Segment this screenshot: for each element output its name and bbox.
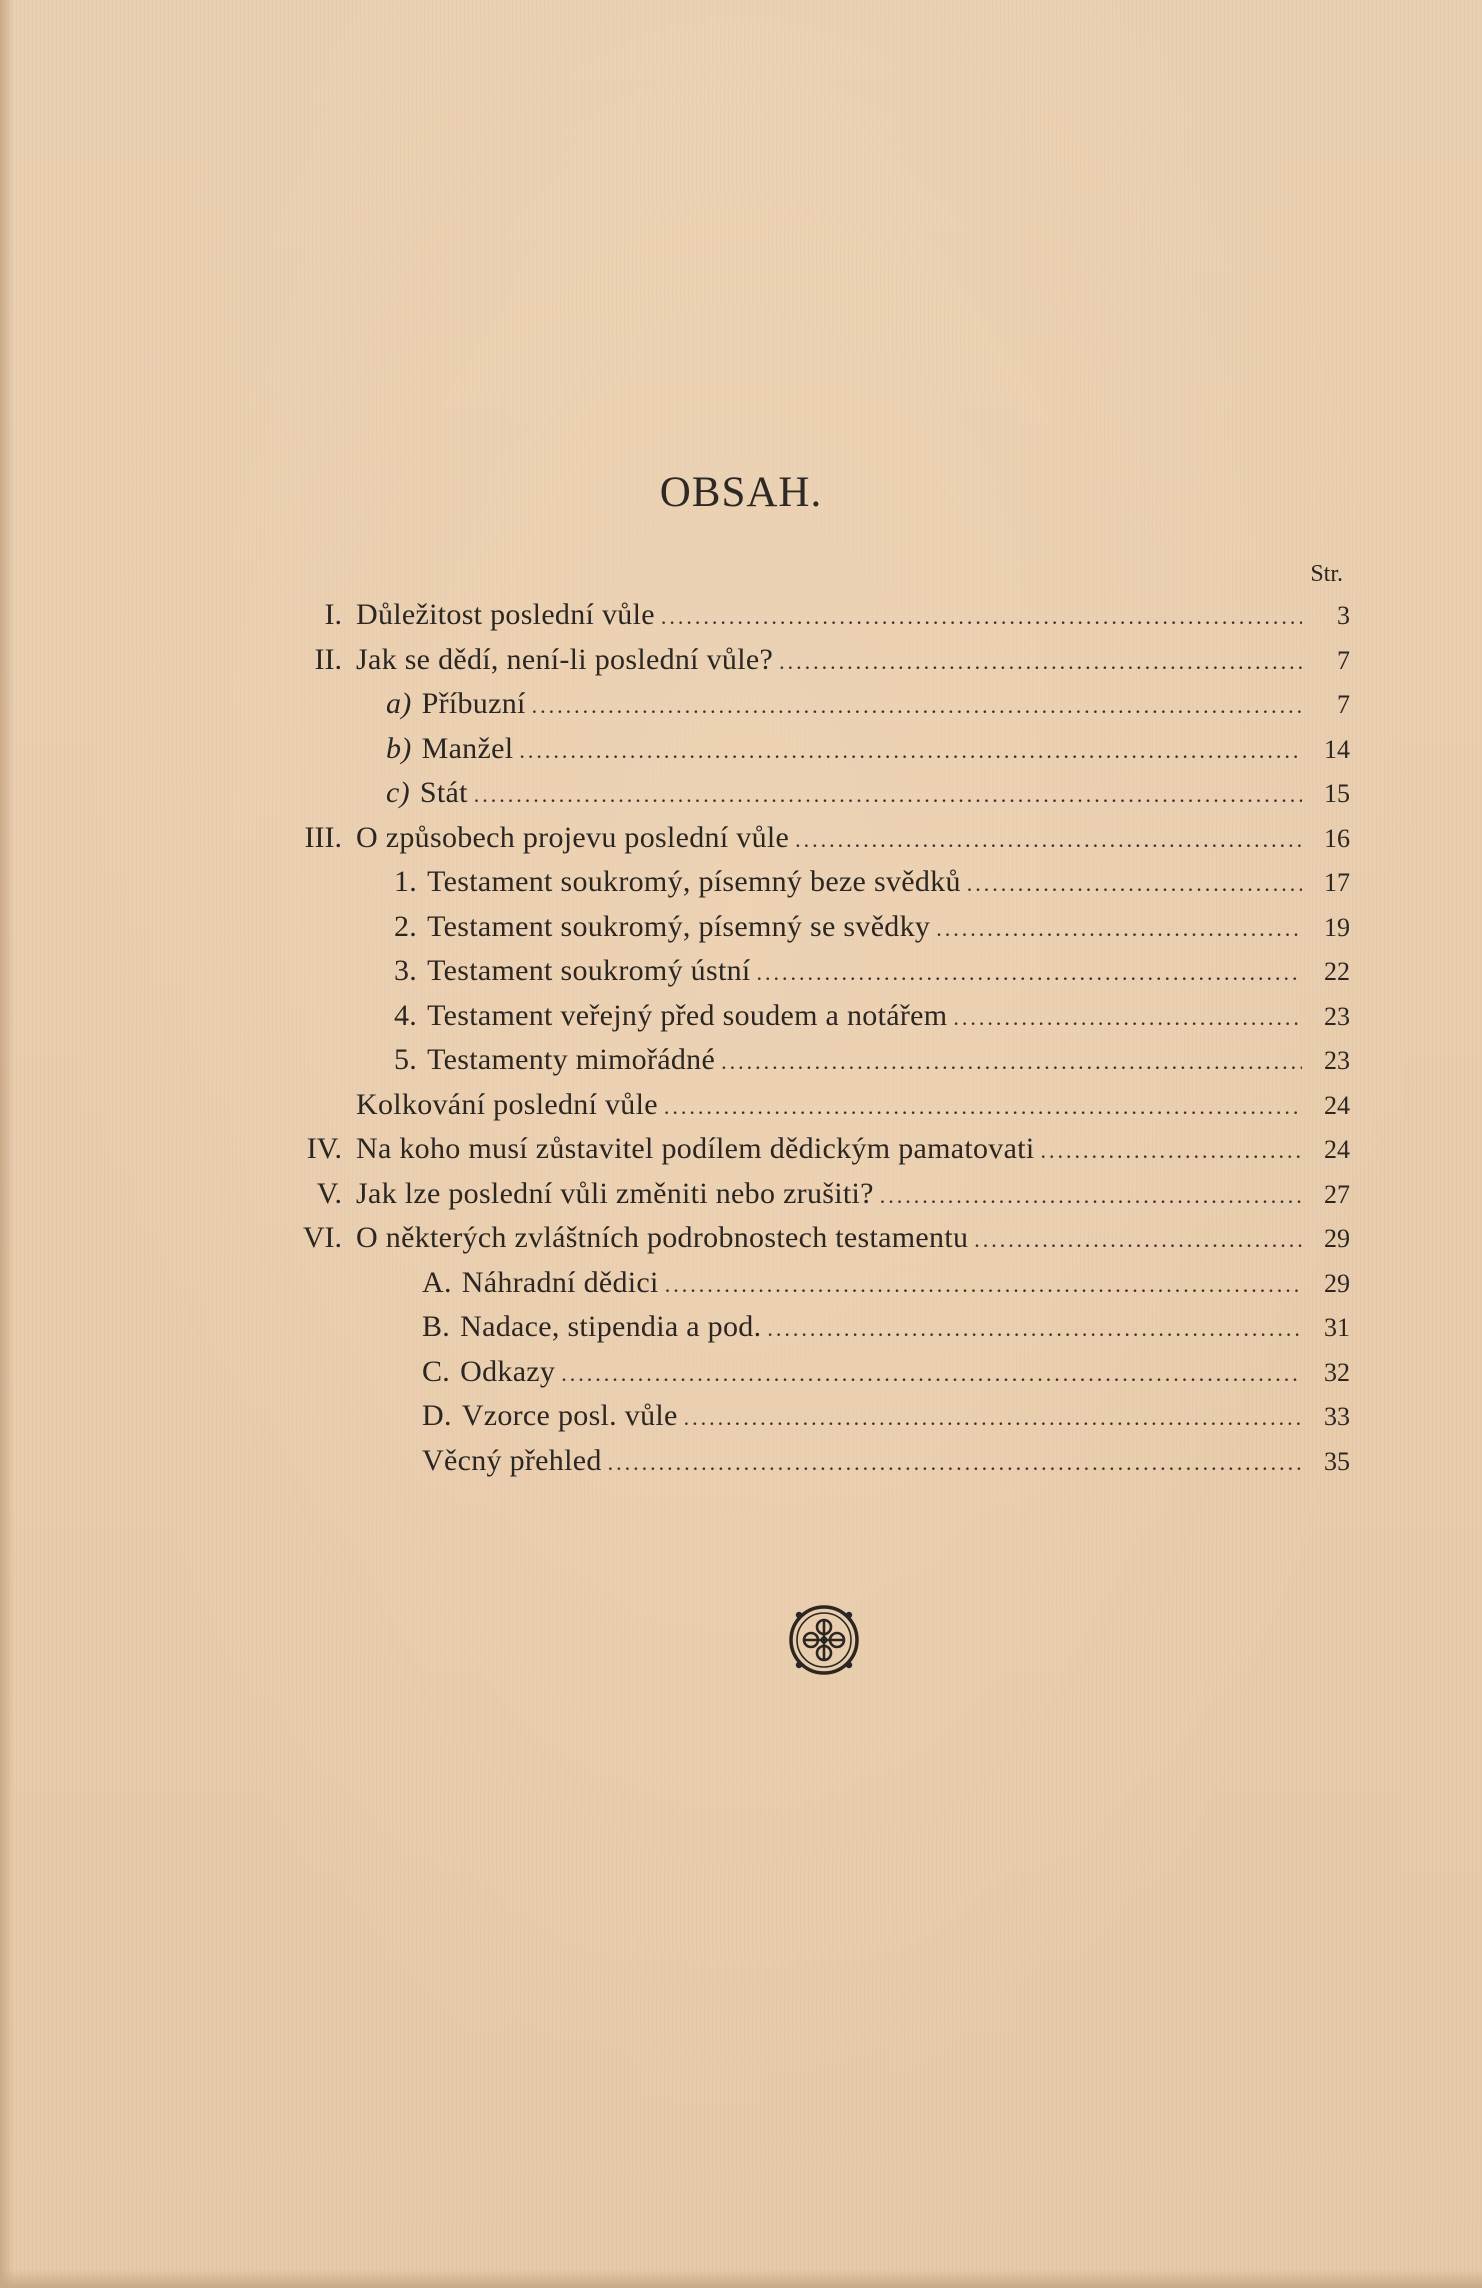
toc-entry <box>260 949 1350 994</box>
toc-entry-label: Stát <box>419 776 468 809</box>
toc-entry-label: Manžel <box>421 731 514 765</box>
dot-leader <box>757 951 1302 996</box>
toc-entry-page-number: 24 <box>1324 1135 1350 1164</box>
dot-leader <box>936 907 1302 952</box>
toc-entry-page-number: 32 <box>1324 1357 1350 1387</box>
toc-entry-label: Vzorce posl. vůle <box>461 1399 678 1432</box>
fleuron-ornament-icon <box>784 1600 864 1680</box>
toc-entry-label: Nadace, stipendia a pod. <box>460 1310 762 1343</box>
toc-entry-marker: a) <box>386 687 412 720</box>
toc-entry <box>260 905 1350 950</box>
dot-leader <box>665 1263 1302 1308</box>
toc-entry-label: Testament soukromý, písemný se svědky <box>427 909 931 943</box>
toc-entry <box>260 1394 1350 1439</box>
toc-entry-page-number: 35 <box>1324 1446 1350 1476</box>
toc-entry <box>260 727 1350 772</box>
toc-entry-number: I. <box>324 598 342 631</box>
toc-entry-page-number: 16 <box>1324 823 1350 853</box>
toc-entry <box>260 1172 1350 1217</box>
toc-entry-label: O způsobech projevu poslední vůle <box>356 820 790 854</box>
toc-entry-label: Odkazy <box>460 1354 556 1388</box>
toc-entry <box>260 771 1350 816</box>
toc-entry-label: Příbuzní <box>421 687 526 720</box>
dot-leader <box>561 1352 1302 1397</box>
dot-leader <box>721 1040 1302 1085</box>
toc-entry-page-number: 27 <box>1324 1179 1350 1209</box>
toc-entry-label: Jak lze poslední vůli změniti nebo zrušiti? <box>356 1176 874 1210</box>
toc-entry-marker: b) <box>386 731 412 765</box>
page-column-label: Str. <box>1310 561 1343 587</box>
toc-entry-marker: 5. <box>394 1043 418 1076</box>
toc-entry-marker: 4. <box>394 998 418 1032</box>
toc-entry-page-number: 23 <box>1324 1046 1350 1075</box>
toc-entry <box>260 994 1350 1039</box>
toc-entry <box>260 1305 1350 1350</box>
page-bottom-edge <box>0 2270 1482 2288</box>
dot-leader <box>1041 1129 1303 1174</box>
toc-entry-label: Testament veřejný před soudem a notářem <box>427 998 948 1032</box>
dot-leader <box>608 1441 1302 1486</box>
toc-entry <box>260 1439 1350 1484</box>
toc-entry <box>260 1083 1350 1128</box>
toc-entry <box>260 1038 1350 1083</box>
toc-entry-marker: 3. <box>394 954 418 987</box>
dot-leader <box>974 1218 1302 1263</box>
toc-entry-marker: D. <box>422 1399 452 1432</box>
toc-entry-label: Testament soukromý ústní <box>427 954 751 987</box>
dot-leader <box>779 640 1302 685</box>
toc-entry-page-number: 19 <box>1324 912 1350 942</box>
toc-entry <box>260 638 1350 683</box>
toc-entry-page-number: 29 <box>1324 1268 1350 1298</box>
dot-leader <box>967 862 1302 907</box>
table-of-contents <box>260 555 1350 1483</box>
toc-entry-page-number: 7 <box>1337 690 1350 719</box>
toc-entry-number: V. <box>316 1176 342 1210</box>
toc-entry-page-number: 31 <box>1324 1313 1350 1342</box>
toc-entry <box>260 816 1350 861</box>
toc-entry <box>260 682 1350 727</box>
toc-entry-number: II. <box>314 642 342 676</box>
toc-entry-page-number: 17 <box>1324 868 1350 897</box>
toc-rows <box>260 593 1350 1483</box>
toc-entry-number: III. <box>304 820 342 854</box>
dot-leader <box>795 818 1302 863</box>
toc-entry-number: IV. <box>306 1132 342 1165</box>
toc-entry-label: O některých zvláštních podrobnostech testamentu <box>356 1221 969 1254</box>
toc-entry-marker: 1. <box>394 865 418 898</box>
page-left-edge <box>0 0 14 2288</box>
toc-entry-label: Věcný přehled <box>422 1443 602 1477</box>
toc-entry-marker: B. <box>422 1310 451 1343</box>
toc-entry-marker: 2. <box>394 909 418 943</box>
toc-entry-page-number: 14 <box>1324 734 1350 764</box>
toc-entry-page-number: 24 <box>1324 1090 1350 1120</box>
toc-entry-label: Důležitost poslední vůle <box>356 598 655 631</box>
toc-entry-marker: c) <box>386 776 410 809</box>
toc-entry-page-number: 15 <box>1324 779 1350 808</box>
dot-leader <box>953 996 1302 1041</box>
toc-entry-marker: A. <box>422 1265 452 1299</box>
dot-leader <box>767 1307 1302 1352</box>
dot-leader <box>532 684 1302 729</box>
toc-entry <box>260 1216 1350 1261</box>
toc-entry <box>260 593 1350 638</box>
toc-entry <box>260 1261 1350 1306</box>
toc-entry-label: Jak se dědí, není-li poslední vůle? <box>356 642 774 676</box>
dot-leader <box>661 595 1302 640</box>
toc-entry <box>260 860 1350 905</box>
toc-entry-marker: C. <box>422 1354 451 1388</box>
dot-leader <box>664 1085 1302 1130</box>
toc-entry-page-number: 7 <box>1337 645 1350 675</box>
toc-entry-label: Testamenty mimořádné <box>427 1043 716 1076</box>
page-title: OBSAH. <box>659 469 823 516</box>
toc-entry-page-number: 29 <box>1324 1224 1350 1253</box>
toc-entry-page-number: 3 <box>1337 601 1350 630</box>
toc-entry-label: Na koho musí zůstavitel podílem dědickým pamatovati <box>356 1132 1035 1165</box>
dot-leader <box>684 1396 1302 1441</box>
dot-leader <box>519 729 1302 774</box>
toc-entry-page-number: 23 <box>1324 1001 1350 1031</box>
toc-entry-number: VI. <box>302 1221 342 1254</box>
toc-entry-page-number: 22 <box>1324 957 1350 986</box>
toc-entry-label: Testament soukromý, písemný beze svědků <box>427 865 961 898</box>
toc-entry-label: Kolkování poslední vůle <box>356 1087 658 1121</box>
dot-leader <box>474 773 1302 818</box>
toc-entry <box>260 1350 1350 1395</box>
dot-leader <box>880 1174 1302 1219</box>
toc-entry-page-number: 33 <box>1324 1402 1350 1431</box>
toc-entry <box>260 1127 1350 1172</box>
toc-entry-label: Náhradní dědici <box>461 1265 659 1299</box>
